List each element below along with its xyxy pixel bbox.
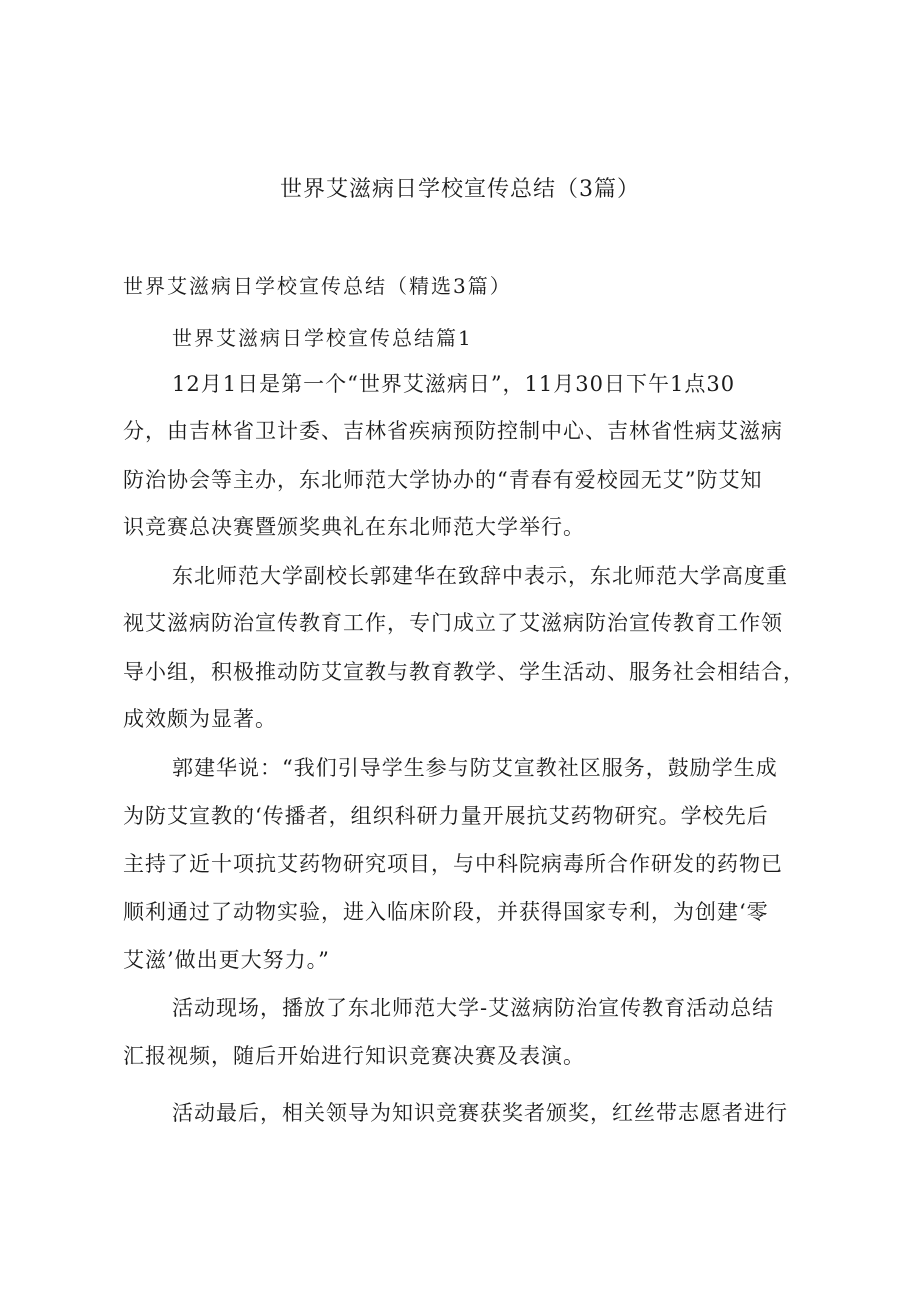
- paragraph-2-line-2: 视艾滋病防治宣传教育工作，专门成立了艾滋病防治宣传教育工作领: [123, 611, 783, 635]
- paragraph-2-line-4: 成效颇为显著。: [123, 707, 277, 731]
- paragraph-2-line-1: 东北师范大学副校长郭建华在致辞中表示，东北师范大学高度重: [172, 564, 788, 588]
- paragraph-4-line-2: 汇报视频，随后开始进行知识竞赛决赛及表演。: [123, 1044, 585, 1068]
- paragraph-3-line-2: 为防艾宣教的‘传播者，组织科研力量开展抗艾药物研究。学校先后: [123, 804, 769, 828]
- section-heading: 世界艾滋病日学校宣传总结篇1: [172, 326, 473, 350]
- paragraph-1-line-1: 12月1日是第一个“世界艾滋病日”，11月30日下午1点30: [172, 372, 736, 396]
- paragraph-5-line-1: 活动最后，相关领导为知识竞赛获奖者颁奖，红丝带志愿者进行: [172, 1101, 788, 1125]
- paragraph-3-line-4: 顺利通过了动物实验，进入临床阶段，并获得国家专利，为创建‘零: [123, 900, 769, 924]
- paragraph-4-line-1: 活动现场，播放了东北师范大学-艾滋病防治宣传教育活动总结: [172, 996, 775, 1020]
- paragraph-3-line-3: 主持了近十项抗艾药物研究项目，与中科院病毒所合作研发的药物已: [123, 852, 783, 876]
- document-title: 世界艾滋病日学校宣传总结（3篇）: [280, 177, 640, 202]
- paragraph-3-line-1: 郭建华说：“我们引导学生参与防艾宣教社区服务，鼓励学生成: [172, 756, 778, 780]
- paragraph-1-line-4: 识竞赛总决赛暨颁奖典礼在东北师范大学举行。: [123, 515, 585, 539]
- document-subtitle: 世界艾滋病日学校宣传总结（精选3篇）: [123, 274, 512, 298]
- paragraph-1-line-2: 分，由吉林省卫计委、吉林省疾病预防控制中心、吉林省性病艾滋病: [123, 419, 783, 443]
- paragraph-2-line-3: 导小组，积极推动防艾宣教与教育教学、学生活动、服务社会相结合，: [123, 660, 805, 684]
- paragraph-1-line-3: 防治协会等主办，东北师范大学协办的“青春有爱校园无艾”防艾知: [123, 468, 763, 492]
- paragraph-3-line-5: 艾滋’做出更大努力。”: [123, 948, 330, 972]
